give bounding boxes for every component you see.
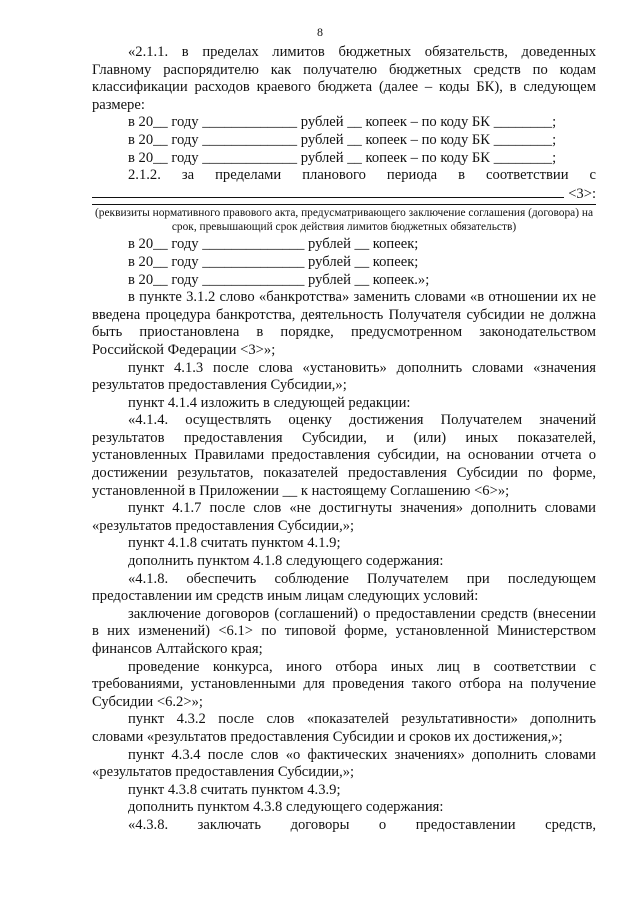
paragraph: пункт 4.1.3 после слова «установить» дополнить словами «значения результатов предоставления Субсидии,»;: [92, 359, 596, 394]
paragraph: пункт 4.3.2 после слов «показателей результативности» дополнить словами «результатов предоставления Субсидии и сроков их достижения,»;: [92, 711, 596, 745]
paragraph: пункт 4.3.8 считать пунктом 4.3.9;: [128, 781, 341, 798]
amount-row: в 20__ году ______________ рублей __ копеек;: [128, 236, 419, 253]
paragraph-2-1-1: «2.1.1. в пределах лимитов бюджетных обязательств, доведенных Главному распорядителю как получателю бюджетных средств по кодам классификации расходов краевого бюджета (далее – коды БК), в следующем размере:: [92, 44, 596, 113]
amount-row: в 20__ году _____________ рублей __ копеек – по коду БК ________;: [128, 131, 557, 148]
paragraph: «4.1.8. обеспечить соблюдение Получателем при последующем предоставлении им средств иным лицам следующих условий:: [92, 570, 596, 605]
paragraph: «4.3.8. заключать договоры о предоставлении средств,: [128, 816, 596, 833]
amount-row: в 20__ году _____________ рублей __ копеек – по коду БК ________;: [128, 114, 557, 131]
paragraph: проведение конкурса, иного отбора иных лиц в соответствии с требованиями, установленными для проведения такого отбора на получение Субсидии <6.2>»;: [92, 658, 596, 710]
paragraph: пункт 4.1.8 считать пунктом 4.1.9;: [128, 535, 341, 552]
amount-row: в 20__ году _____________ рублей __ копеек – по коду БК ________;: [128, 149, 557, 166]
paragraph: «4.1.4. осуществлять оценку достижения Получателем значений результатов предоставления Субсидии, и (или) иных показателей, установленных Правилами предоставления субсидии, на основании отчета о достижении результатов, показателей предоставления Субсидии по форме, установленной в Приложении __ к настоящему Соглашению <6>»;: [92, 412, 596, 499]
footnote-ref: <3>:: [568, 185, 596, 202]
document-body: [92, 44, 596, 835]
requisites-note: (реквизиты нормативного правового акта, предусматривающего заключение соглашения (договора) на срок, превышающий срок действия лимитов бюджетных обязательств): [92, 204, 596, 234]
blank-fill-line: [92, 185, 564, 198]
paragraph: заключение договоров (соглашений) о предоставлении средств (внесении в них изменений) <6.1> по типовой форме, установленной Министерством финансов Алтайского края;: [92, 605, 596, 657]
page-number: 8: [317, 25, 323, 39]
paragraph: дополнить пунктом 4.1.8 следующего содержания:: [128, 553, 444, 570]
paragraph: пункт 4.3.4 после слов «о фактических значениях» дополнить словами «результатов предоставления Субсидии,»;: [92, 746, 596, 781]
paragraph: пункт 4.1.4 изложить в следующей редакции:: [128, 394, 411, 411]
paragraph: дополнить пунктом 4.3.8 следующего содержания:: [128, 799, 444, 816]
paragraph: в пункте 3.1.2 слово «банкротства» заменить словами «в отношении их не введена процедура банкротства, деятельность Получателя субсидии не должна быть приостановлена в порядке, предусмотренном законодательством Российской Федерации <3>»;: [92, 289, 596, 358]
amount-row: в 20__ году ______________ рублей __ копеек;: [128, 253, 419, 270]
reference-line: [92, 185, 596, 204]
paragraph: пункт 4.1.7 после слов «не достигнуты значения» дополнить словами «результатов предоставления Субсидии,»;: [92, 500, 596, 534]
paragraph-2-1-2: 2.1.2. за пределами планового периода в соответствии с: [128, 167, 596, 184]
amount-row: в 20__ году ______________ рублей __ копеек.»;: [128, 271, 430, 288]
